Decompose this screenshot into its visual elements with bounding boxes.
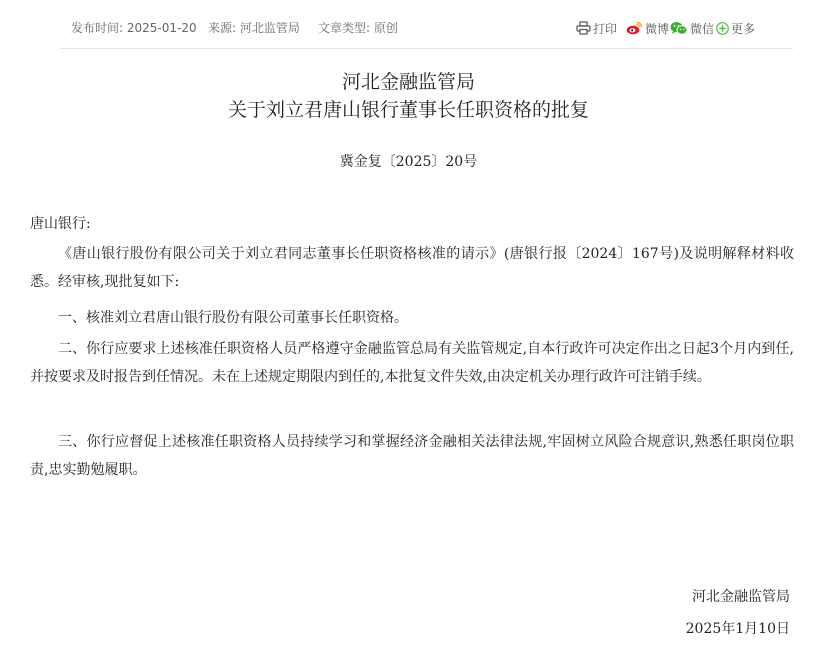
issue-date: 2025年1月10日 [685, 621, 790, 637]
wechat-label: 微信 [690, 21, 715, 36]
body-paragraph-item-3: 三、你行应督促上述核准任职资格人员持续学习和掌握经济金融相关法律法规,牢固树立风险合规意识,熟悉任职岗位职责,忠实勤勉履职。 [30, 434, 794, 478]
publish-time-value: 2025-01-20 [126, 21, 197, 35]
publish-time [71, 20, 197, 36]
article-type-label: 文章类型: [318, 21, 371, 35]
wechat-icon [670, 21, 688, 36]
signer: 河北金融监管局 [692, 589, 790, 605]
share-weibo-button[interactable] [626, 19, 669, 37]
document-title-subject: 关于刘立君唐山银行董事长任职资格的批复 [227, 99, 589, 121]
share-more-button[interactable] [716, 19, 755, 37]
source-value: 河北监管局 [239, 21, 300, 35]
body-paragraph-item-2: 二、你行应要求上述核准任职资格人员严格遵守金融监管总局有关监管规定,自本行政许可决定作出之日起3个月内到任,并按要求及时报告到任情况。未在上述规定期限内到任的,本批复文件失效,由决定机关办理行政许可注销手续。 [30, 341, 794, 385]
print-label: 打印 [593, 21, 618, 36]
salutation: 唐山银行: [30, 216, 91, 232]
source [208, 20, 300, 36]
weibo-icon [626, 21, 643, 35]
printer-icon [576, 21, 591, 35]
share-wechat-button[interactable] [670, 19, 714, 37]
article-meta-bar [0, 0, 817, 50]
publish-time-label: 发布时间: [71, 21, 124, 35]
header-divider [60, 48, 793, 49]
document-number: 冀金复〔2025〕20号 [339, 154, 478, 170]
body-paragraph-intro: 《唐山银行股份有限公司关于刘立君同志董事长任职资格核准的请示》(唐银行报〔2024〕167号)及说明解释材料收悉。经审核,现批复如下: [30, 246, 794, 290]
document-title-issuer: 河北金融监管局 [341, 71, 475, 93]
source-label: 来源: [208, 21, 237, 35]
weibo-label: 微博 [645, 21, 670, 36]
body-paragraph-item-1: 一、核准刘立君唐山银行股份有限公司董事长任职资格。 [58, 310, 408, 326]
print-button[interactable] [576, 19, 617, 37]
more-label: 更多 [731, 21, 756, 36]
article-type-value: 原创 [373, 21, 398, 35]
article-type [318, 20, 398, 36]
plus-circle-icon [716, 22, 729, 35]
